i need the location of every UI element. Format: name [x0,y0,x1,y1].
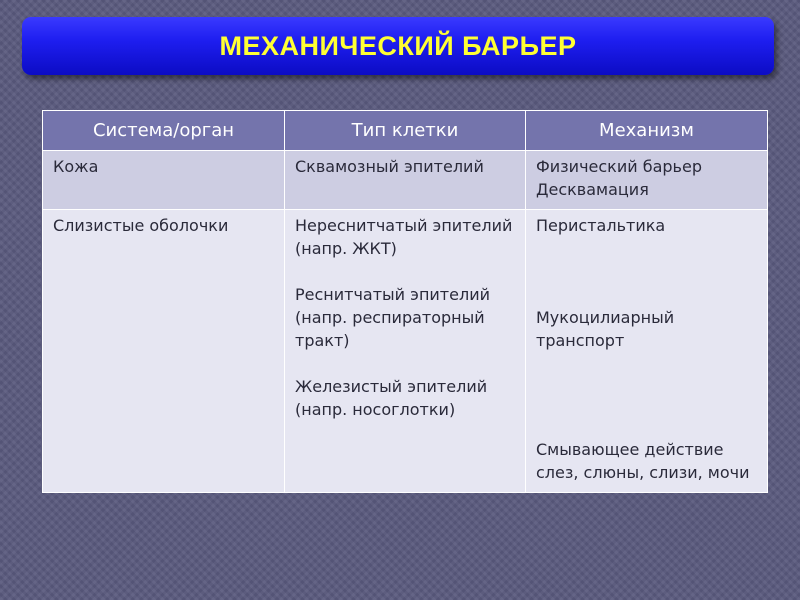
cell-type-cell [285,210,526,493]
organ-cell [43,151,285,210]
cell-type-squamous: Сквамозный эпителий [295,157,484,176]
mechanism-desquamation: Десквамация [536,180,649,199]
mechanism-physical-barrier: Физический барьер [536,157,702,176]
table-header-row [43,111,768,151]
mechanism-cell [526,210,768,493]
header-system-organ: Система/орган [43,111,285,151]
mechanism-flushing: Смывающее действие слез, слюны, слизи, мочи [536,440,750,482]
cell-type-glandular: Железистый эпителий (напр. носоглотки) [295,377,488,419]
organ-skin: Кожа [53,157,99,176]
cell-type-ciliated: Реснитчатый эпителий (напр. респираторный тракт) [295,285,490,350]
title-banner [22,17,774,75]
organ-cell [43,210,285,493]
mechanical-barrier-table [42,110,768,493]
mechanism-mucociliary: Мукоцилиарный транспорт [536,308,675,350]
mechanism-cell [526,151,768,210]
cell-type-nonciliated: Нереснитчатый эпителий (напр. ЖКТ) [295,216,513,258]
header-mechanism: Механизм [526,111,768,151]
table-row [43,210,768,493]
organ-mucous-membranes: Слизистые оболочки [53,216,229,235]
cell-type-cell [285,151,526,210]
slide-title: МЕХАНИЧЕСКИЙ БАРЬЕР [219,30,577,61]
header-cell-type: Тип клетки [285,111,526,151]
table-row [43,151,768,210]
mechanism-peristalsis: Перистальтика [536,216,666,235]
